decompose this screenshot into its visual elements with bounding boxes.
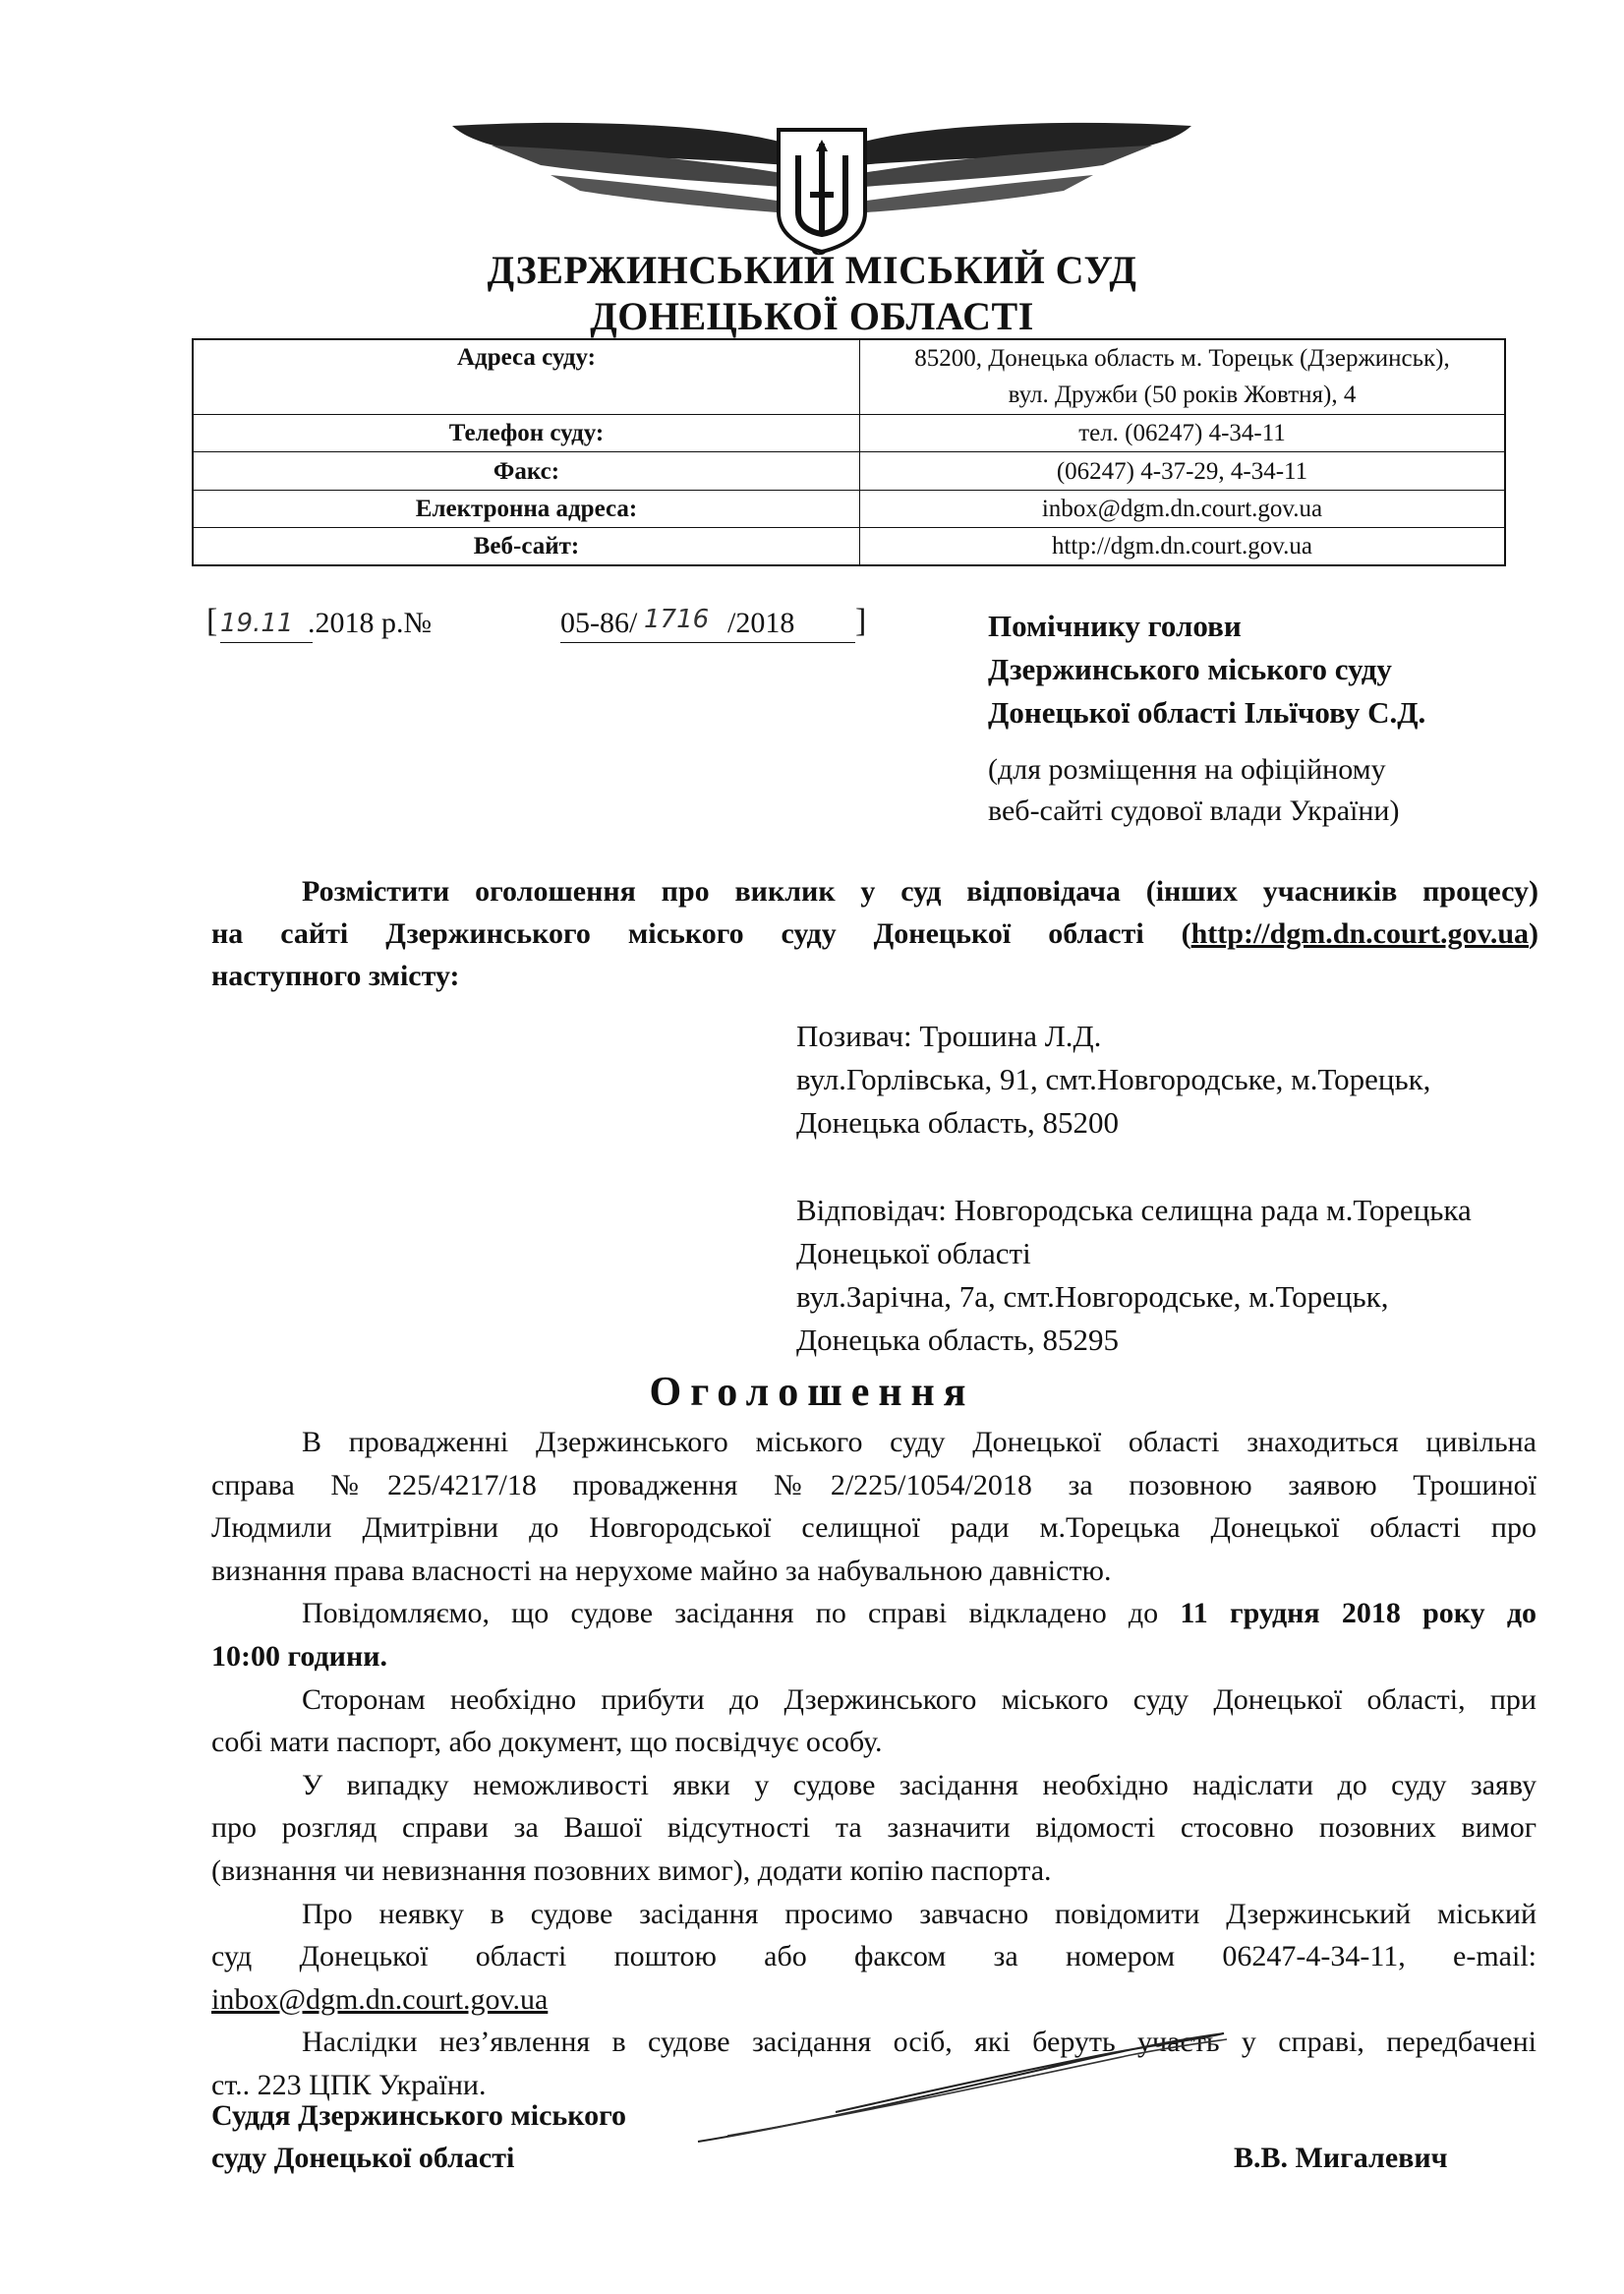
close-bracket: ] [855,603,867,639]
info-value-line: вул. Дружби (50 років Жовтня), 4 [1008,382,1357,408]
body-line: суд Донецької області поштою або факсом за номером 06247-4-34-11, e-mail: [211,1940,1537,1973]
info-row-fax [194,452,1504,491]
intro-line: наступного змісту: [211,960,460,992]
info-value: http://dgm.dn.court.gov.ua [1051,533,1312,559]
body-line: Людмили Дмитрівни до Новгородської селищної ради м.Торецька Донецької області про [211,1511,1537,1545]
judge-title-line: суду Донецької області [211,2142,515,2174]
info-value: inbox@dgm.dn.court.gov.ua [1041,496,1323,522]
body-line: (визнання чи невизнання позовних вимог), додати копію паспорта. [211,1853,1052,1887]
info-row-website [194,528,1504,564]
body-line [211,1592,1537,1635]
number-suffix: /2018 [727,607,795,639]
info-label: Факс: [194,452,860,490]
info-row-phone [194,415,1504,452]
body-line: Наслідки нез’явлення в судове засідання осіб, які беруть участь у справі, передбачені [302,2026,1537,2059]
body-line: про розгляд справи за Вашої відсутності та зазначити відомості стосовно позовних вимог [211,1811,1537,1845]
number-underline [560,642,855,643]
addressee-line: Помічнику голови [988,609,1242,643]
info-value: (06247) 4-37-29, 4-34-11 [1056,458,1308,485]
coat-of-arms-emblem [433,96,1211,254]
body-line: В провадженні Дзержинського міського суду Донецької області знаходиться цивільна [302,1426,1537,1458]
plaintiff-line: Донецька область, 85200 [796,1105,1119,1140]
body-line [211,1978,1537,2022]
hearing-date: 11 грудня 2018 року до [1180,1597,1537,1630]
info-label: Адреса суду: [194,340,860,414]
body-line: Сторонам необхідно прибути до Дзержинського міського суду Донецької області, при [302,1682,1537,1716]
date-handwritten: 19.11 [220,609,294,638]
intro-line [211,912,1538,955]
addressee-line: Донецької області Ільїчову С.Д. [988,695,1426,730]
body-line: визнання права власності на нерухоме майно за набувальною давністю. [211,1554,1112,1587]
plaintiff-line: Позивач: Трошина Л.Д. [796,1019,1102,1053]
number-prefix: 05-86/ [560,607,638,639]
number-handwritten: 1716 [644,605,710,634]
defendant-line: Донецької області [796,1236,1031,1270]
info-row-email [194,491,1504,528]
notice-title: Оголошення [649,1370,975,1415]
notice-body [211,1421,1537,2107]
info-label: Телефон суду: [194,415,860,451]
parties-block [796,1015,1472,1362]
defendant-line: вул.Зарічна, 7а, смт.Новгородське, м.Торецьк, [796,1279,1389,1314]
info-value-line: 85200, Донецька область м. Торецьк (Дзержинськ), [914,345,1450,372]
defendant-line: Донецька область, 85295 [796,1323,1119,1357]
hearing-time: 10:00 години. [211,1639,388,1673]
body-line: собі мати паспорт, або документ, що посвідчує особу. [211,1726,883,1759]
judge-title-line: Суддя Дзержинського міського [211,2099,627,2132]
handwritten-signature [688,2026,1239,2153]
date-underline [220,642,313,643]
date-suffix: .2018 р.№ [308,607,433,639]
body-line: справа №225/4217/18 провадження №2/225/1054/2018 за позовною заявою Трошиної [211,1468,1537,1501]
addressee-line: Дзержинського міського суду [988,652,1392,686]
info-value [860,340,1504,414]
body-line [211,1635,1537,1678]
body-line: ст.. 223 ЦПК України. [211,2068,487,2101]
court-name-line1: ДЗЕРЖИНСЬКИЙ МІСЬКИЙ СУД [487,248,1137,292]
purpose-note [988,749,1399,832]
info-row-address [194,340,1504,415]
judge-name: В.В. Мигалевич [1234,2142,1448,2174]
info-value: тел. (06247) 4-34-11 [1078,420,1286,446]
registration-line [206,603,875,646]
intro-text: на сайті Дзержинського міського суду Донецької області ( [211,917,1191,950]
body-line: У випадку неможливості явки у судове засідання необхідно надіслати до суду заяву [302,1768,1537,1801]
website-link[interactable]: http://dgm.dn.court.gov.ua [1190,917,1529,950]
info-label: Електронна адреса: [194,491,860,527]
court-info-table [192,338,1506,566]
judge-title [211,2094,626,2179]
hearing-text: Повідомляємо, що судове засідання по справі відкладено до [302,1597,1181,1630]
defendant-line: Відповідач: Новгородська селищна рада м.Торецька [796,1193,1472,1227]
plaintiff-line: вул.Горлівська, 91, смт.Новгородське, м.Торецьк, [796,1062,1431,1096]
purpose-line: (для розміщення на офіційному [988,753,1386,786]
open-bracket: [ [206,603,218,639]
court-name-line2: ДОНЕЦЬКОЇ ОБЛАСТІ [590,294,1034,338]
body-line: Про неявку в судове засідання просимо завчасно повідомити Дзержинський міський [302,1897,1537,1930]
intro-line: Розмістити оголошення про виклик у суд відповідача (інших учасників процесу) [302,875,1538,908]
info-label: Веб-сайт: [194,528,860,564]
addressee-block [988,605,1425,735]
intro-paragraph [211,870,1538,997]
intro-text: ) [1529,917,1538,950]
email-link[interactable]: inbox@dgm.dn.court.gov.ua [211,1982,549,2016]
purpose-line: веб-сайті судової влади України) [988,794,1400,827]
